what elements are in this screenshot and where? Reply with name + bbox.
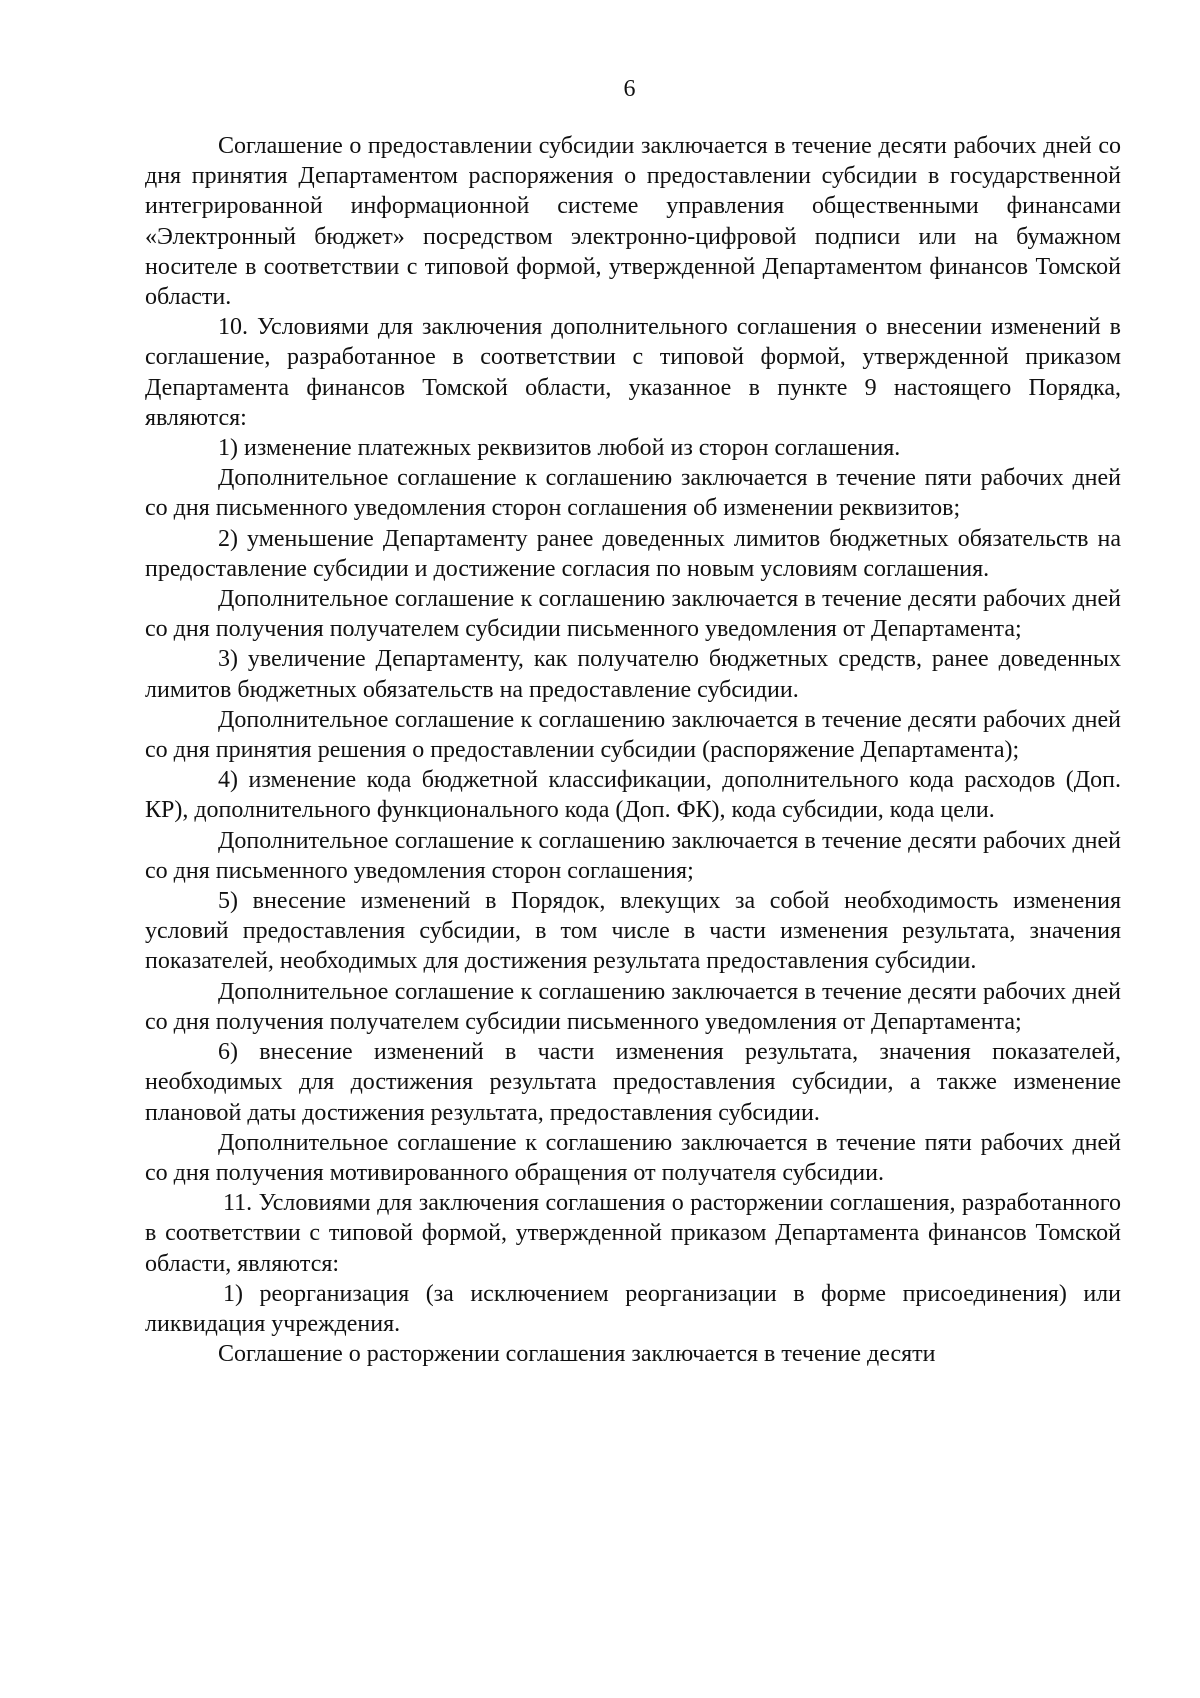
paragraph: 2) уменьшение Департаменту ранее доведенных лимитов бюджетных обязательств на предоставление субсидии и достижение согласия по новым условиям соглашения.	[145, 525, 1121, 582]
paragraph: Дополнительное соглашение к соглашению заключается в течение десяти рабочих дней со дня получения получателем субсидии письменного уведомления от Департамента;	[145, 978, 1121, 1035]
paragraph: Дополнительное соглашение к соглашению заключается в течение пяти рабочих дней со дня получения мотивированного обращения от получателя субсидии.	[145, 1129, 1121, 1186]
paragraph: 11. Условиями для заключения соглашения о расторжении соглашения, разработанного в соответствии с типовой формой, утвержденной приказом Департамента финансов Томской области, являются:	[145, 1190, 1121, 1277]
paragraph: Дополнительное соглашение к соглашению заключается в течение пяти рабочих дней со дня письменного уведомления сторон соглашения об изменении реквизитов;	[145, 465, 1121, 522]
paragraph: 10. Условиями для заключения дополнительного соглашения о внесении изменений в соглашение, разработанное в соответствии с типовой формой, утвержденной приказом Департамента финансов Томской области, указанное в пункте 9 настоящего Порядка, являются:	[145, 314, 1121, 431]
paragraph: Дополнительное соглашение к соглашению заключается в течение десяти рабочих дней со дня принятия решения о предоставлении субсидии (распоряжение Департамента);	[145, 706, 1121, 764]
paragraph: 1) реорганизация (за исключением реорганизации в форме присоединения) или ликвидация учреждения.	[145, 1280, 1121, 1337]
paragraph: Дополнительное соглашение к соглашению заключается в течение десяти рабочих дней со дня письменного уведомления сторон соглашения;	[145, 827, 1121, 884]
paragraph: Дополнительное соглашение к соглашению заключается в течение десяти рабочих дней со дня получения получателем субсидии письменного уведомления от Департамента;	[145, 586, 1121, 643]
paragraph: 4) изменение кода бюджетной классификации, дополнительного кода расходов (Доп. КР), дополнительного функционального кода (Доп. ФК), кода субсидии, кода цели.	[145, 767, 1121, 824]
paragraph: 5) внесение изменений в Порядок, влекущих за собой необходимость изменения условий предоставления субсидии, в том числе в части изменения результата, значения показателей, необходимых для достижения результата предоставления субсидии.	[145, 888, 1121, 975]
paragraph: Соглашение о расторжении соглашения заключается в течение десяти	[218, 1341, 936, 1368]
document-body	[145, 131, 1121, 1369]
page-number: 6	[623, 76, 636, 102]
paragraph: Соглашение о предоставлении субсидии заключается в течение десяти рабочих дней со дня принятия Департаментом распоряжения о предоставлении субсидии в государственной интегрированной информационной системе управления общественными финансами «Электронный бюджет» посредством электронно-цифровой подписи или на бумажном носителе в соответствии с типовой формой, утвержденной Департаментом финансов Томской области.	[145, 133, 1121, 311]
paragraph: 3) увеличение Департаменту, как получателю бюджетных средств, ранее доведенных лимитов бюджетных обязательств на предоставление субсидии.	[145, 646, 1121, 703]
paragraph: 1) изменение платежных реквизитов любой из сторон соглашения.	[218, 435, 901, 462]
paragraph: 6) внесение изменений в части изменения результата, значения показателей, необходимых для достижения результата предоставления субсидии, а также изменение плановой даты достижения результата, предоставления субсидии.	[145, 1039, 1121, 1126]
